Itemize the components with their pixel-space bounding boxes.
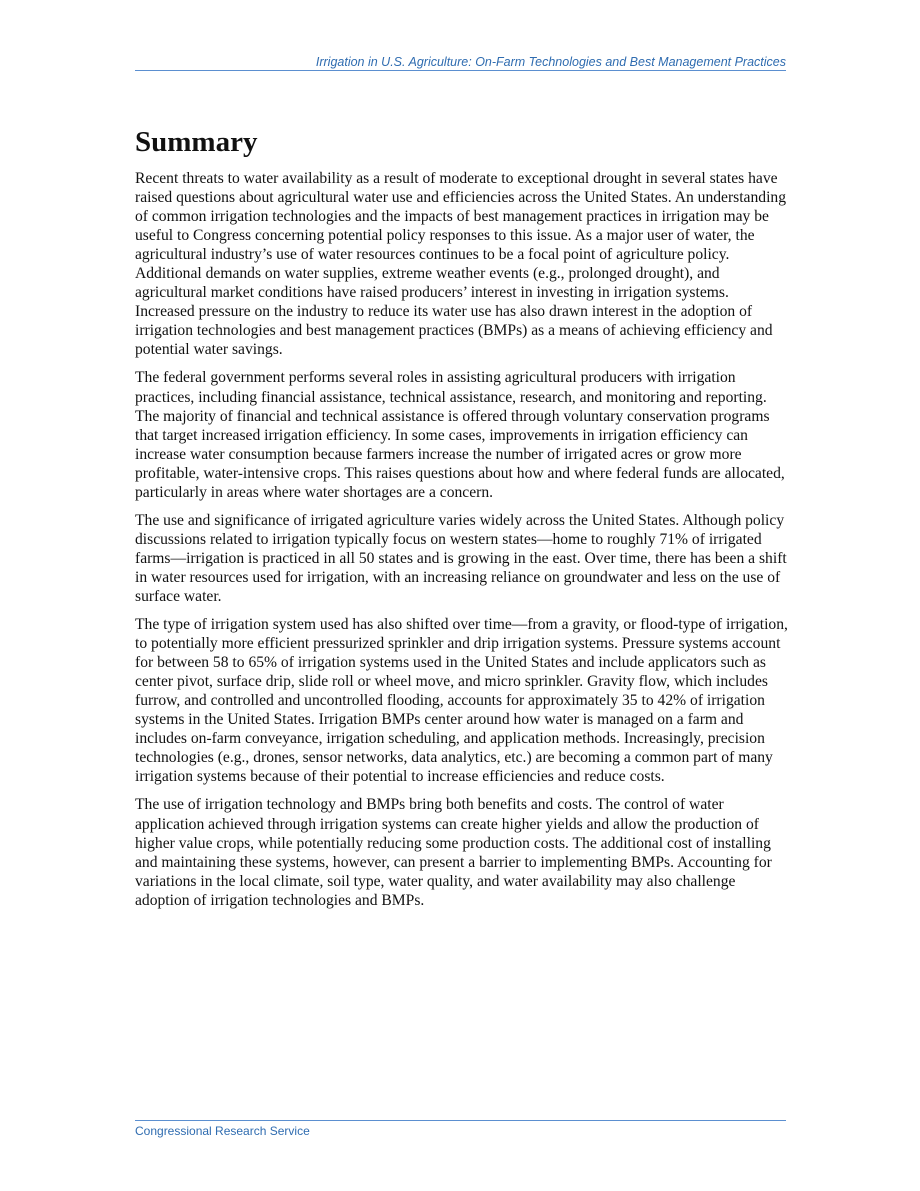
summary-paragraph-4: The type of irrigation system used has also shifted over time—from a gravity, or flood-type of irrigation, to potentially more efficient pressurized sprinkler and drip irrigation systems. Pressure systems account for between 58 to 65% of irrigation systems used in the United States and include applicators such as center pivot, surface drip, slide roll or wheel move, and micro sprinkler. Gravity flow, which includes furrow, and controlled and uncontrolled flooding, accounts for approximately 35 to 42% of irrigation systems in the United States. Irrigation BMPs center around how water is managed on a farm and includes on-farm conveyance, irrigation scheduling, and application methods. Increasingly, precision technologies (e.g., drones, sensor networks, data analytics, etc.) are becoming a common part of many irrigation systems because of their potential to increase efficiencies and reduce costs. bbox=[135, 616, 788, 786]
summary-body bbox=[135, 169, 789, 919]
summary-paragraph-1: Recent threats to water availability as a result of moderate to exceptional drought in several states have raised questions about agricultural water use and efficiencies across the United States. An understanding of common irrigation technologies and the impacts of best management practices in irrigation may be useful to Congress concerning potential policy responses to this issue. As a major user of water, the agricultural industry’s use of water resources continues to be a focal point of agriculture policy. Additional demands on water supplies, extreme weather events (e.g., prolonged drought), and agricultural market conditions have raised producers’ interest in investing in irrigation systems. Increased pressure on the industry to reduce its water use has also drawn interest in the adoption of irrigation technologies and best management practices (BMPs) as a means of achieving efficiency and potential water savings. bbox=[135, 170, 786, 359]
footer-divider bbox=[135, 1120, 786, 1121]
summary-paragraph-2: The federal government performs several roles in assisting agricultural producers with irrigation practices, including financial assistance, technical assistance, research, and monitoring and reporting. The majority of financial and technical assistance is offered through voluntary conservation programs that target increased irrigation efficiency. In some cases, improvements in irrigation efficiency can increase water consumption because farmers increase the number of irrigated acres or grow more profitable, water-intensive crops. This raises questions about how and where federal funds are allocated, particularly in areas where water shortages are a concern. bbox=[135, 369, 785, 501]
header-divider bbox=[135, 70, 786, 71]
summary-paragraph-3: The use and significance of irrigated agriculture varies widely across the United States. Although policy discussions related to irrigation typically focus on western states—home to roughly 71% of irrigated farms—irrigation is practiced in all 50 states and is growing in the east. Over time, there has been a shift in water resources used for irrigation, with an increasing reliance on groundwater and less on the use of surface water. bbox=[135, 511, 787, 605]
summary-paragraph-5: The use of irrigation technology and BMPs bring both benefits and costs. The control of water application achieved through irrigation systems can create higher yields and allow the production of higher value crops, while potentially reducing some production costs. The additional cost of installing and maintaining these systems, however, can present a barrier to implementing BMPs. Accounting for variations in the local climate, soil type, water quality, and water availability may also challenge adoption of irrigation technologies and BMPs. bbox=[135, 796, 772, 909]
section-title: Summary bbox=[135, 126, 258, 158]
footer-organization: Congressional Research Service bbox=[135, 1124, 310, 1138]
running-header: Irrigation in U.S. Agriculture: On-Farm Technologies and Best Management Practices bbox=[315, 55, 786, 69]
